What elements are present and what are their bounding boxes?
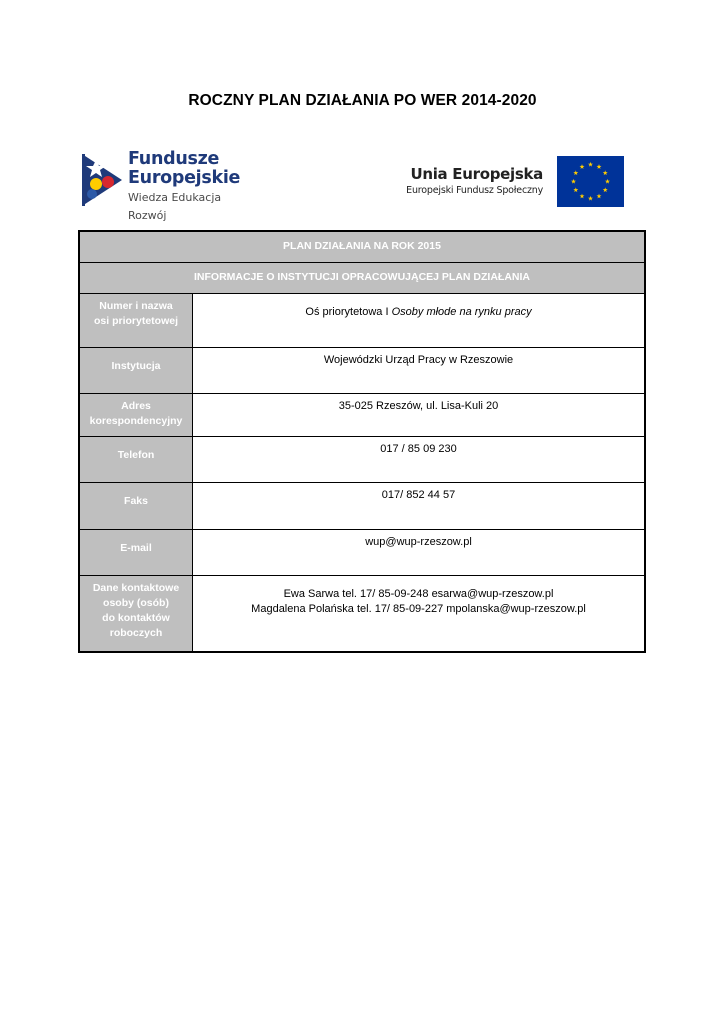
value-email: wup@wup-rzeszow.pl [193,530,646,576]
eu-logo-line2: Europejski Fundusz Społeczny [406,185,543,196]
value-priority-axis-name: Osoby młode na rynku pracy [391,306,532,318]
fundusze-europejskie-logo [82,146,262,222]
table-row-contact-persons [79,576,645,653]
fundusze-europejskie-mark-icon [82,146,122,212]
table-row-priority-axis [79,294,645,348]
table-header-institution-info-text: INFORMACJE O INSTYTUCJI OPRACOWUJĄCEJ PLAN DZIAŁANIA [193,271,530,283]
contact-person-1: Ewa Sarwa tel. 17/ 85-09-248 esarwa@wup-rzeszow.pl [283,588,554,600]
value-contact-persons [193,576,646,653]
value-institution: Wojewódzki Urząd Pracy w Rzeszowie [193,348,646,394]
table-row-institution [79,348,645,394]
value-priority-axis-prefix: Oś priorytetowa I [305,306,392,318]
label-address-line2: korespondencyjny [89,415,183,427]
label-institution: Instytucja [79,348,193,394]
plan-table [78,230,646,653]
eu-flag-icon [557,156,624,207]
label-phone: Telefon [79,437,193,483]
table-row-address [79,394,645,437]
fe-logo-line1: Fundusze [128,149,220,169]
contact-person-2: Magdalena Polańska tel. 17/ 85-09-227 mpolanska@wup-rzeszow.pl [251,603,586,615]
value-address: 35-025 Rzeszów, ul. Lisa-Kuli 20 [193,394,646,437]
table-row-phone [79,437,645,483]
label-address-line1: Adres [121,400,151,412]
fundusze-europejskie-text [128,150,262,225]
fe-logo-tagline: Wiedza Edukacja Rozwój [128,191,222,222]
table-header-institution-info [79,263,645,294]
table-row-fax [79,483,645,530]
unia-europejska-logo [400,156,642,208]
label-address [79,394,193,437]
label-fax: Faks [79,483,193,530]
label-contact-line4: roboczych [109,627,163,639]
eu-logo-line1: Unia Europejska [410,165,543,183]
label-contact-line3: do kontaktów [102,612,170,624]
fe-logo-line2: Europejskie [128,168,241,188]
label-priority-axis-line2: osi priorytetowej [93,315,178,327]
unia-europejska-text [400,164,543,198]
label-email: E-mail [79,530,193,576]
value-fax: 017/ 852 44 57 [193,483,646,530]
label-priority-axis-line1: Numer i nazwa [99,300,173,312]
label-contact-line1: Dane kontaktowe [92,582,180,594]
logo-bar [82,146,642,222]
table-header-plan-year-text: PLAN DZIAŁANIA NA ROK 2015 [283,240,441,252]
value-priority-axis [193,294,646,348]
value-phone: 017 / 85 09 230 [193,437,646,483]
table-row-email [79,530,645,576]
table-header-plan-year [79,231,645,263]
label-priority-axis [79,294,193,348]
label-contact-line2: osoby (osób) [103,597,169,609]
document-title: ROCZNY PLAN DZIAŁANIA PO WER 2014-2020 [188,92,537,109]
label-contact-persons [79,576,193,653]
